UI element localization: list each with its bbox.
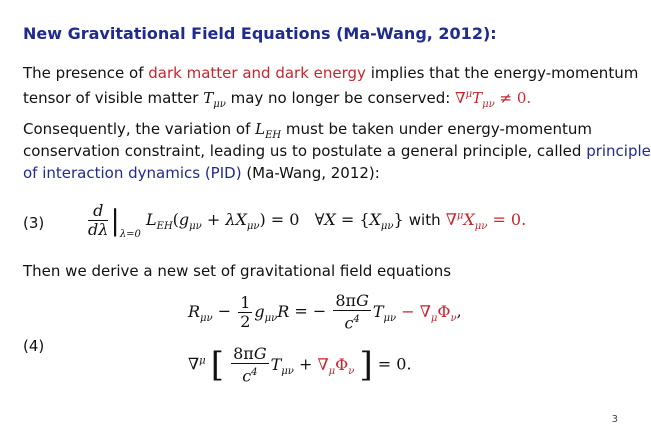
pid-highlight-1: principle: [586, 142, 651, 160]
p1-text-a: The presence of: [23, 64, 149, 82]
p1-text-d: may no longer be conserved:: [225, 89, 456, 107]
page-number: 3: [611, 414, 618, 425]
action-symbol: $L_{EH}$: [255, 120, 282, 141]
tensor-symbol: $T_{\mu\nu}$: [203, 89, 226, 110]
equation-3-number: (3): [23, 214, 45, 232]
equation-4-number: (4): [23, 337, 45, 355]
paragraph-1-line-1: [23, 62, 638, 84]
pid-highlight-2: of interaction dynamics (PID): [23, 164, 242, 182]
paragraph-2-line-3: [23, 162, 380, 184]
p2-text-c: conservation constraint, leading us to postulate a general principle, called: [23, 142, 587, 160]
equation-3: $\frac{d}{d\lambda}$ $|_{\lambda=0}$ $L_{EH}(g_{\mu\nu} + \lambda X_{\mu\nu}) = 0$ ∀X = $\{X_{\mu\nu}\}$ with $\nabla^\mu X_{\mu\nu} = 0$.: [88, 201, 527, 241]
p2-text-b: must be taken under energy-momentum: [281, 120, 592, 138]
p2-text-d: (Ma-Wang, 2012):: [241, 164, 380, 182]
derivative-fraction: $\frac{d}{d\lambda}$: [88, 201, 109, 239]
p1-text-c: tensor of visible matter: [23, 89, 204, 107]
paragraph-3: Then we derive a new set of gravitational field equations: [23, 262, 452, 280]
paragraph-2-line-2: [23, 140, 651, 162]
dark-matter-highlight: dark matter and dark energy: [148, 64, 366, 82]
p1-text-b: implies that the energy-momentum: [365, 64, 639, 82]
paragraph-1-line-2: [23, 84, 531, 116]
equation-4-line-1: $R_{\mu\nu}$ − $\frac{1}{2}$ $g_{\mu\nu}R$ = − $\frac{8\pi G}{c^4}$ $T_{\mu\nu} - \nabla_\mu\Phi_\nu$,: [188, 291, 462, 333]
equation-4-line-2: ∇$^\mu$ [ $\frac{8\pi G}{c^4}$ $T_{\mu\nu} + \nabla_\mu\Phi_\nu$ ] = 0.: [188, 344, 412, 386]
with-word: with: [408, 211, 441, 229]
nonconservation-formula: $\nabla^\mu T_{\mu\nu} \ne 0$.: [455, 89, 532, 110]
slide-title: New Gravitational Field Equations (Ma-Wang, 2012):: [23, 24, 497, 43]
p2-text-a: Consequently, the variation of: [23, 120, 256, 138]
